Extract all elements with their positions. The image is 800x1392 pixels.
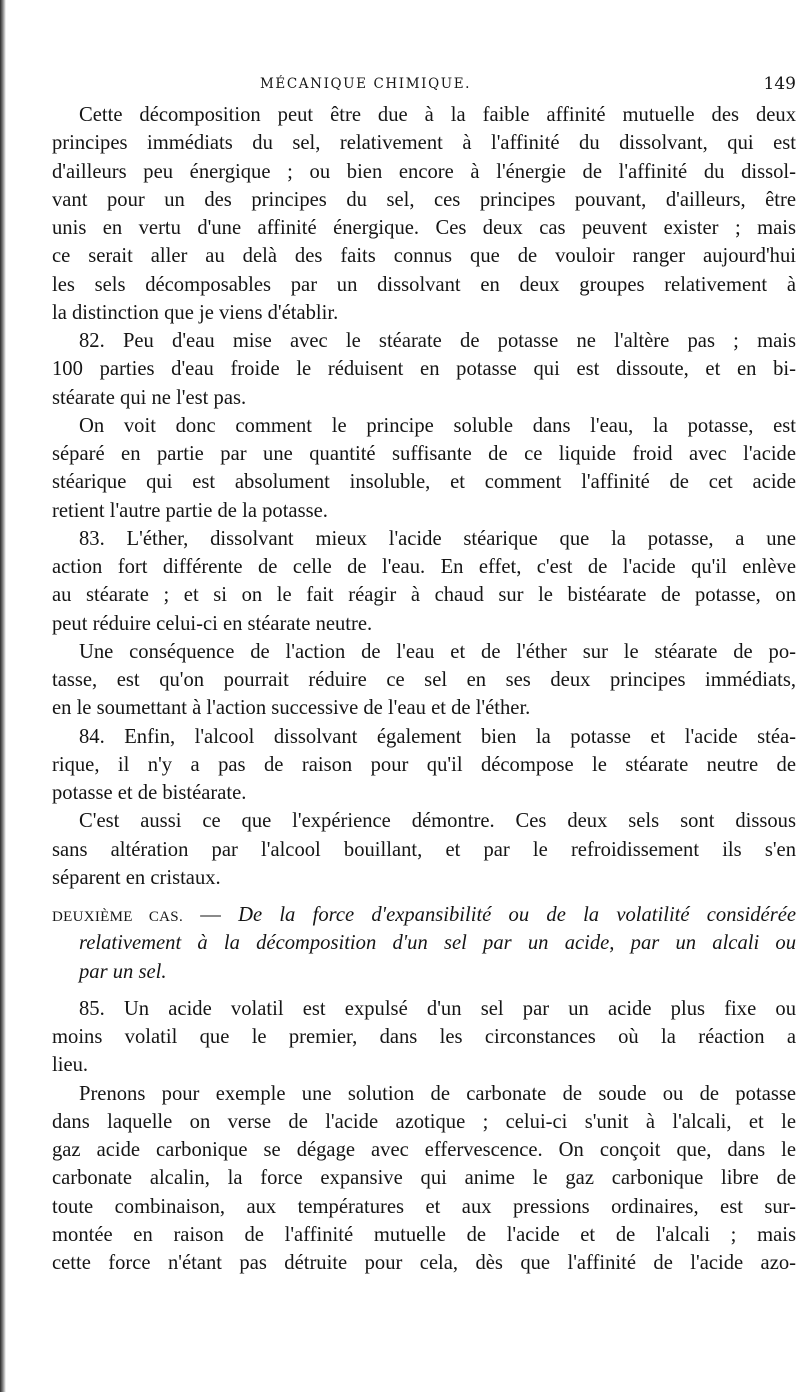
text-line: sans altération par l'alcool bouillant, et par le refroidissement ils s'en xyxy=(52,838,796,861)
text-line: principes immédiats du sel, relativement à l'affinité du dissolvant, qui est xyxy=(52,132,796,155)
page-binding-edge xyxy=(0,0,6,1392)
text-line: On voit donc comment le principe soluble dans l'eau, la potasse, est xyxy=(79,414,796,437)
paragraph-85 xyxy=(52,995,796,1080)
text-line: 82. Peu d'eau mise avec le stéarate de potasse ne l'altère pas ; mais xyxy=(79,330,796,352)
spacer xyxy=(52,892,796,901)
text-line: toute combinaison, aux températures et aux pressions ordinaires, est sur- xyxy=(52,1195,796,1218)
paragraph xyxy=(52,638,796,723)
text-line: stéarique qui est absolument insoluble, et comment l'affinité de cet acide xyxy=(52,471,796,494)
text-line: moins volatil que le premier, dans les circonstances où la réaction a xyxy=(52,1026,796,1048)
running-title: MÉCANIQUE CHIMIQUE. xyxy=(260,76,472,92)
paragraph-84 xyxy=(52,723,796,808)
spacer xyxy=(52,986,796,995)
text-line: carbonate alcalin, la force expansive qui anime le gaz carbonique libre de xyxy=(52,1167,796,1190)
text-line: rique, il n'y a pas de raison pour qu'il décompose le stéarate neutre de xyxy=(52,753,796,776)
body-text xyxy=(52,101,796,1277)
running-header xyxy=(52,76,796,96)
text-line: C'est aussi ce que l'expérience démontre. Ces deux sels sont dissous xyxy=(79,810,796,833)
text-line: au stéarate ; et si on le fait réagir à chaud sur le bistéarate de potasse, on xyxy=(52,584,796,607)
text-line: gaz acide carbonique se dégage avec effervescence. On conçoit que, dans le xyxy=(52,1139,796,1161)
text-line: Prenons pour exemple une solution de carbonate de soude ou de potasse xyxy=(79,1082,796,1105)
text-line: montée en raison de l'affinité mutuelle de l'acide et de l'alcali ; mais xyxy=(52,1223,796,1246)
paragraph xyxy=(52,412,796,525)
page-number: 149 xyxy=(763,74,796,94)
section-heading xyxy=(52,901,796,986)
text-line: dans laquelle on verse de l'acide azotique ; celui-ci s'unit à l'alcali, et le xyxy=(52,1110,796,1133)
text-line: séparé en partie par une quantité suffisante de ce liquide froid avec l'acide xyxy=(52,443,796,465)
paragraph xyxy=(52,1080,796,1278)
section-label: DEUXIÈME CAS. xyxy=(52,909,183,925)
text-line: stéarate qui ne l'est pas. xyxy=(52,386,247,409)
text-line: tasse, est qu'on pourrait réduire ce sel en ses deux principes immédiats, xyxy=(52,669,796,691)
section-title-line: relativement à la décomposition d'un sel par un acide, par un alcali ou xyxy=(79,932,796,955)
text-line: 83. L'éther, dissolvant mieux l'acide stéarique que la potasse, a une xyxy=(79,527,796,550)
text-line: cette force n'étant pas détruite pour cela, dès que l'affinité de l'acide azo- xyxy=(52,1252,796,1274)
text-line: 84. Enfin, l'alcool dissolvant également bien la potasse et l'acide stéa- xyxy=(79,725,796,748)
text-line: 85. Un acide volatil est expulsé d'un sel par un acide plus fixe ou xyxy=(79,997,796,1020)
text-line: Cette décomposition peut être due à la faible affinité mutuelle des deux xyxy=(79,104,796,126)
section-heading-line xyxy=(52,901,796,929)
text-line: ce serait aller au delà des faits connus que de vouloir ranger aujourd'hui xyxy=(52,245,796,268)
text-line: d'ailleurs peu énergique ; ou bien encore à l'énergie de l'affinité du dissol- xyxy=(52,160,796,183)
text-line: en le soumettant à l'action successive de l'eau et de l'éther. xyxy=(52,697,531,720)
text-line: action fort différente de celle de l'eau. En effet, c'est de l'acide qu'il enlève xyxy=(52,556,796,578)
text-line: Une conséquence de l'action de l'eau et de l'éther sur le stéarate de po- xyxy=(79,640,796,663)
text-line: peut réduire celui-ci en stéarate neutre. xyxy=(52,612,373,635)
text-line: retient l'autre partie de la potasse. xyxy=(52,499,328,522)
section-title-line: par un sel. xyxy=(79,960,167,983)
section-dash: — xyxy=(183,904,239,926)
text-line: la distinction que je viens d'établir. xyxy=(52,301,339,324)
text-line: lieu. xyxy=(52,1054,89,1077)
text-line: vant pour un des principes du sel, ces principes pouvant, d'ailleurs, être xyxy=(52,188,796,211)
text-line: les sels décomposables par un dissolvant en deux groupes relativement à xyxy=(52,273,796,296)
paragraph xyxy=(52,101,796,327)
text-line: potasse et de bistéarate. xyxy=(52,782,247,804)
paragraph xyxy=(52,807,796,892)
section-title: De la force d'expansibilité ou de la volatilité considérée xyxy=(238,904,796,926)
paragraph-82 xyxy=(52,327,796,412)
text-line: 100 parties d'eau froide le réduisent en potasse qui est dissoute, et en bi- xyxy=(52,358,796,381)
text-line: unis en vertu d'une affinité énergique. Ces deux cas peuvent exister ; mais xyxy=(52,217,796,239)
paragraph-83 xyxy=(52,525,796,638)
text-line: séparent en cristaux. xyxy=(52,866,221,889)
